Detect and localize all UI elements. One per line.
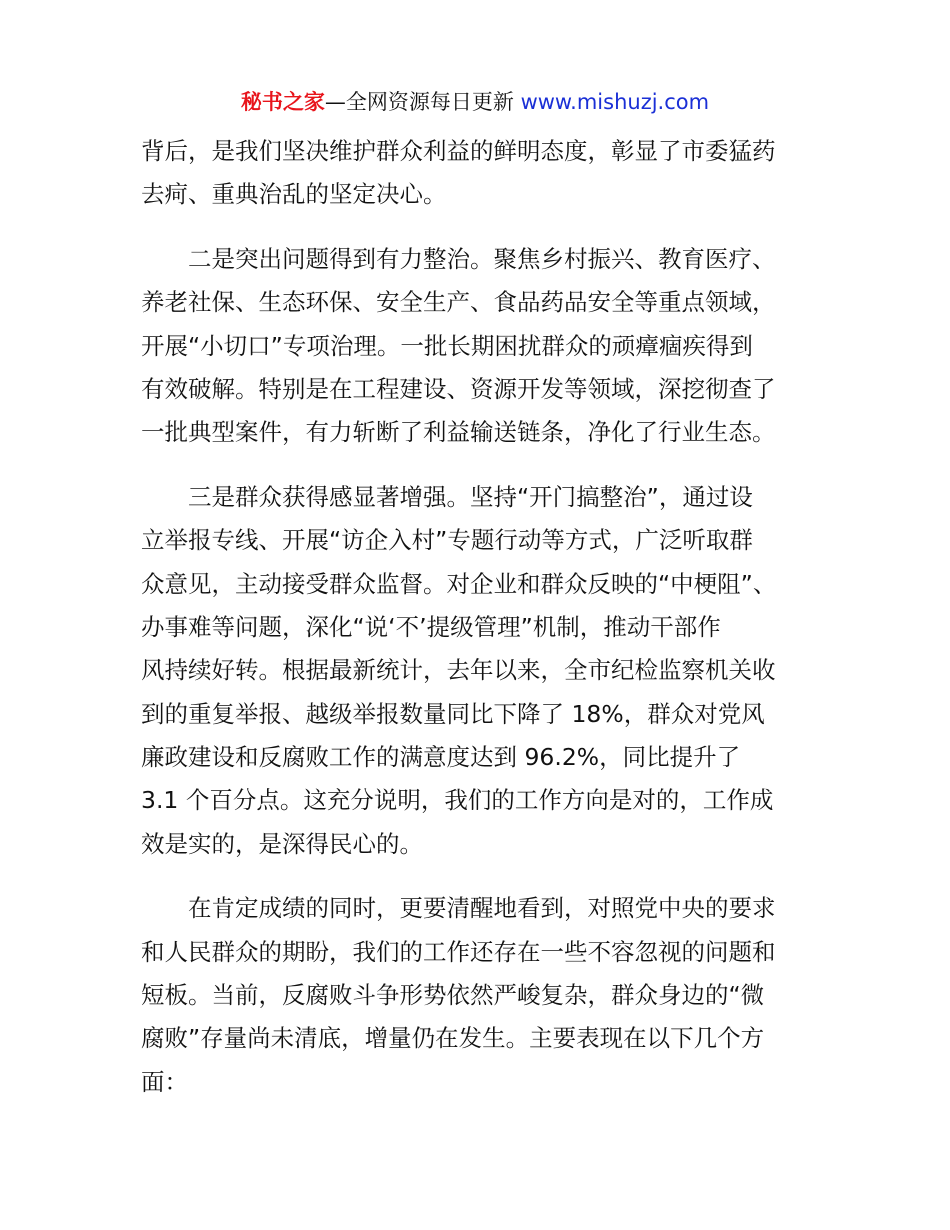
document-body xyxy=(141,130,813,1104)
paragraph-4 xyxy=(141,887,813,1104)
paragraph-line: 在肯定成绩的同时，更要清醒地看到，对照党中央的要求 xyxy=(188,894,776,923)
header-tagline: —全网资源每日更新 xyxy=(324,90,521,114)
paragraph-line: 二是突出问题得到有力整治。聚焦乡村振兴、教育医疗、 xyxy=(188,244,776,273)
paragraph-line: 去疴、重典治乱的坚定决心。 xyxy=(141,180,447,209)
paragraph-line: 立举报专线、开展“访企入村”专题行动等方式，广泛听取群 xyxy=(141,526,753,555)
brand-name: 秘书之家 xyxy=(240,90,325,114)
paragraph-line: 众意见，主动接受群众监督。对企业和群众反映的“中梗阻”、 xyxy=(141,569,777,598)
paragraph-line: 短板。当前，反腐败斗争形势依然严峻复杂，群众身边的“微 xyxy=(141,981,765,1010)
paragraph-line: 廉政建设和反腐败工作的满意度达到 96.2%，同比提升了 xyxy=(141,743,741,772)
paragraph-line: 面： xyxy=(141,1067,188,1096)
paragraph-line: 开展“小切口”专项治理。一批长期困扰群众的顽瘴痼疾得到 xyxy=(141,331,753,360)
paragraph-2 xyxy=(141,238,813,455)
paragraph-line: 背后，是我们坚决维护群众利益的鲜明态度，彰显了市委猛药 xyxy=(141,137,776,165)
paragraph-line: 风持续好转。根据最新统计，去年以来，全市纪检监察机关收 xyxy=(141,656,776,685)
paragraph-line: 一批典型案件，有力斩断了利益输送链条，净化了行业生态。 xyxy=(141,418,776,447)
paragraph-line: 3.1 个百分点。这充分说明，我们的工作方向是对的，工作成 xyxy=(141,786,774,815)
paragraph-line: 办事难等问题，深化“说‘不’提级管理”机制，推动干部作 xyxy=(141,612,721,641)
paragraph-line: 养老社保、生态环保、安全生产、食品药品安全等重点领域， xyxy=(141,288,776,317)
paragraph-line: 三是群众获得感显著增强。坚持“开门搞整治”，通过设 xyxy=(188,482,753,511)
page-header xyxy=(0,86,950,118)
site-link[interactable]: www.mishuzj.com xyxy=(520,90,710,114)
paragraph-line: 腐败”存量尚未清底，增量仍在发生。主要表现在以下几个方 xyxy=(141,1024,765,1053)
paragraph-line: 效是实的，是深得民心的。 xyxy=(141,829,423,858)
paragraph-line: 有效破解。特别是在工程建设、资源开发等领域，深挖彻查了 xyxy=(141,374,776,403)
paragraph-line: 到的重复举报、越级举报数量同比下降了 18%，群众对党风 xyxy=(141,699,765,728)
paragraph-3 xyxy=(141,476,813,867)
paragraph-line: 和人民群众的期盼，我们的工作还存在一些不容忽视的问题和 xyxy=(141,937,776,966)
paragraph-1 xyxy=(141,130,813,217)
